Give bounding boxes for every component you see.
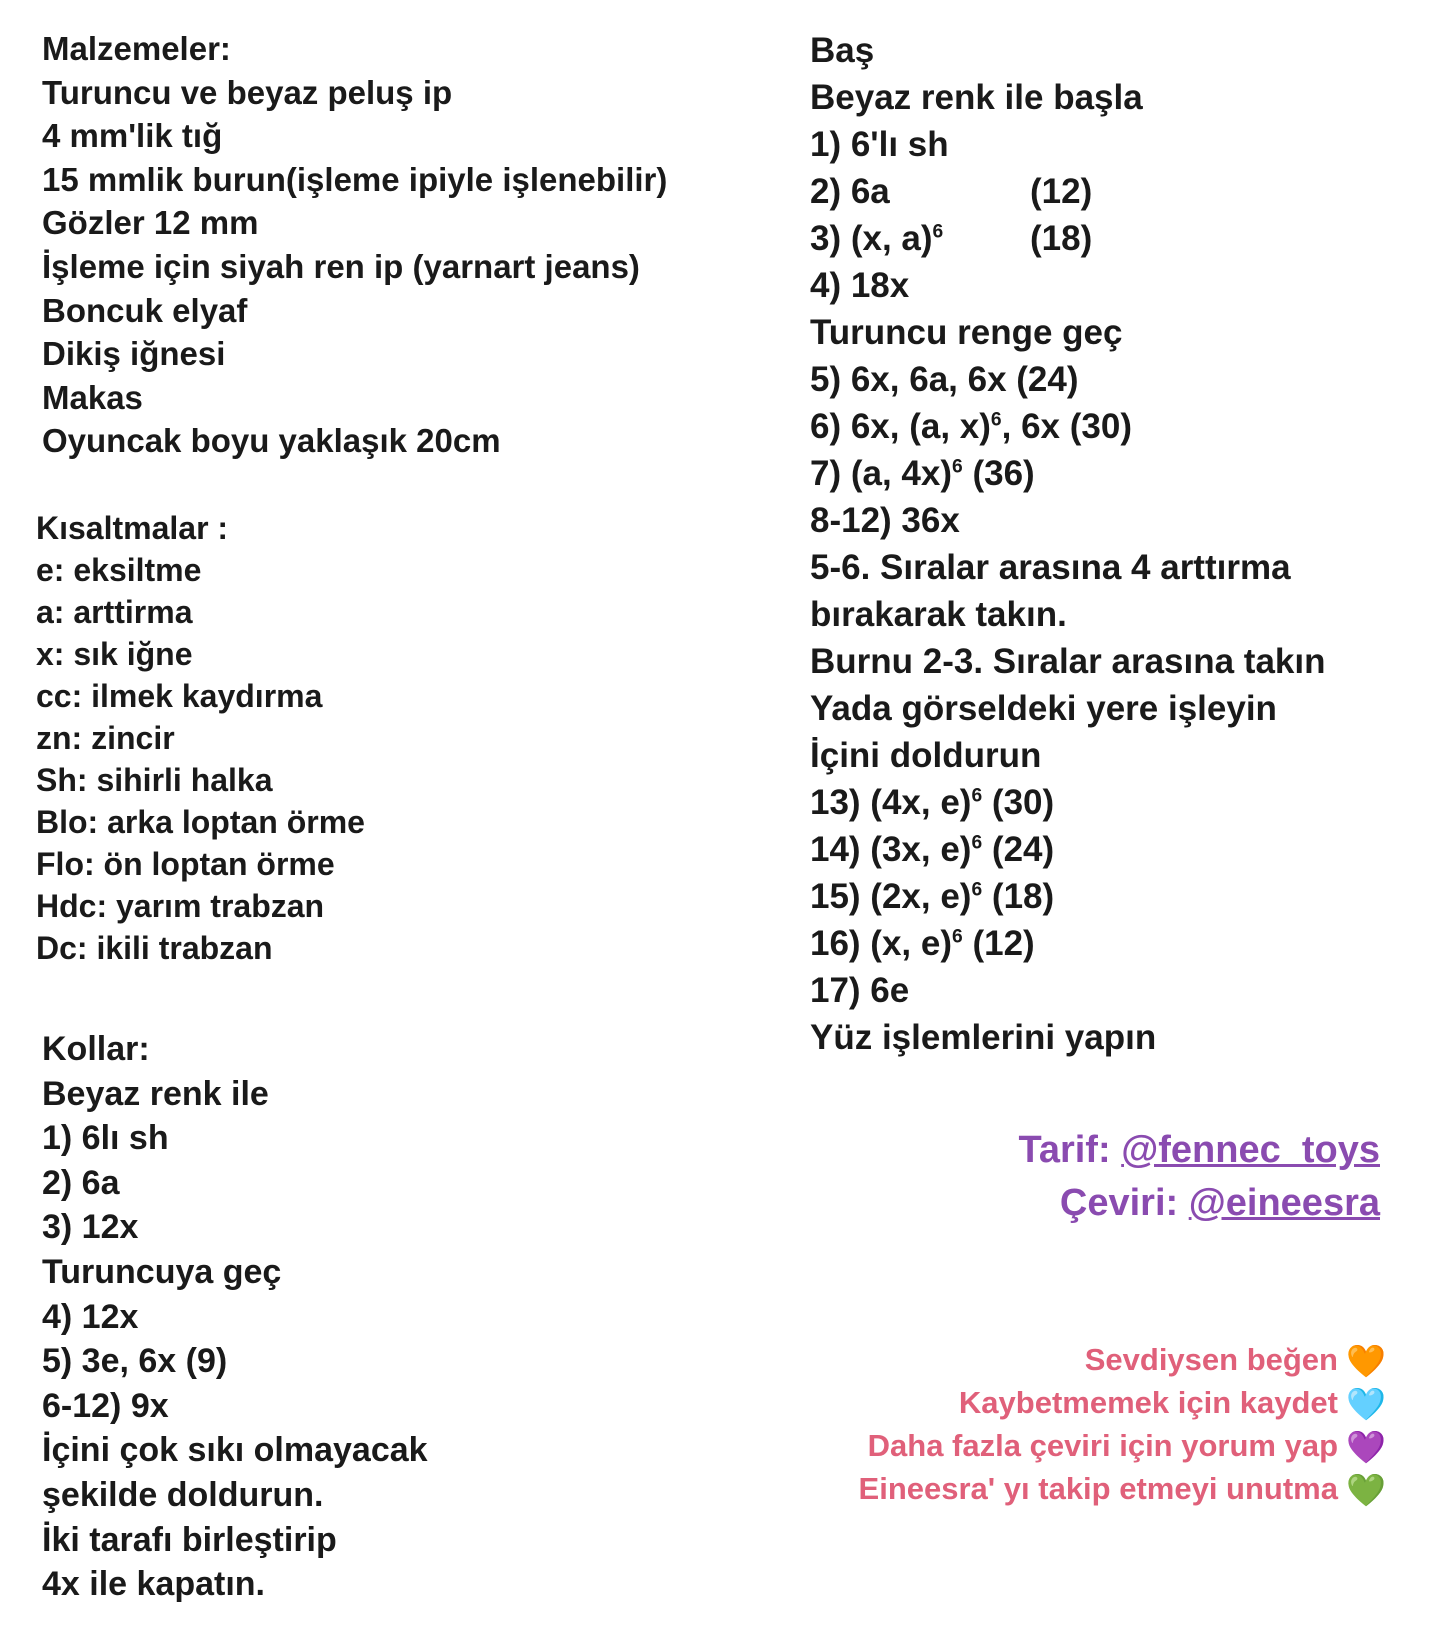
round-text: 15) (2x, e) <box>810 877 972 916</box>
stitch-count: (18) <box>1030 219 1093 258</box>
round-text: 13) (4x, e) <box>810 783 972 822</box>
round-text: 7) (a, 4x) <box>810 454 952 493</box>
materials-item: Oyuncak boyu yaklaşık 20cm <box>42 422 501 460</box>
materials-item: 4 mm'lik tığ <box>42 117 223 155</box>
arms-step: 3) 12x <box>42 1208 139 1247</box>
head-step <box>810 779 1325 826</box>
call-to-action <box>859 1339 1384 1511</box>
head-step <box>810 826 1325 873</box>
head-step <box>810 215 1325 262</box>
arms-section <box>42 1027 428 1607</box>
round-text: (36) <box>962 454 1035 493</box>
repeat-superscript: 6 <box>990 409 1002 431</box>
repeat-superscript: 6 <box>932 221 944 243</box>
materials-item: 15 mmlik burun(işleme ipiyle işlenebilir) <box>42 160 668 198</box>
head-title: Baş <box>810 31 875 70</box>
head-step: 5) 6x, 6a, 6x (24) <box>810 360 1079 399</box>
translation-label: Çeviri: <box>1059 1182 1189 1224</box>
round-text: (18) <box>982 877 1055 916</box>
materials-item: Makas <box>42 378 143 416</box>
abbreviation-item: Sh: sihirli halka <box>36 762 273 798</box>
recipe-handle-link[interactable]: @fennec_toys <box>1121 1129 1380 1171</box>
round-text: (30) <box>982 783 1055 822</box>
head-note: İçini doldurun <box>810 736 1042 775</box>
translation-credit <box>900 1177 1380 1230</box>
purple-heart-icon: 💜 <box>1346 1429 1386 1465</box>
head-note: Yada görseldeki yere işleyin <box>810 689 1277 728</box>
head-step <box>810 873 1325 920</box>
head-step <box>810 450 1325 497</box>
repeat-superscript: 6 <box>971 785 983 807</box>
abbreviation-item: cc: ilmek kaydırma <box>36 678 323 714</box>
head-step: 17) 6e <box>810 971 910 1010</box>
credits <box>900 1124 1380 1230</box>
abbreviation-item: e: eksiltme <box>36 552 202 588</box>
round-text: 16) (x, e) <box>810 924 952 963</box>
abbreviation-item: Flo: ön loptan örme <box>36 846 335 882</box>
materials-title: Malzemeler: <box>42 30 231 67</box>
abbreviation-item: x: sık iğne <box>36 636 193 672</box>
head-note: 5-6. Sıralar arasına 4 arttırma <box>810 548 1291 587</box>
materials-item: Boncuk elyaf <box>42 291 248 329</box>
materials-item: Turuncu ve beyaz peluş ip <box>42 73 453 111</box>
materials-item: Dikiş iğnesi <box>42 335 226 373</box>
round-text: (24) <box>982 830 1055 869</box>
head-step: Yüz işlemlerini yapın <box>810 1018 1157 1057</box>
head-step <box>810 403 1325 450</box>
cta-text: Daha fazla çeviri için yorum yap <box>867 1428 1338 1463</box>
head-note: Burnu 2-3. Sıralar arasına takın <box>810 642 1326 681</box>
head-section <box>810 27 1325 1061</box>
round-text: 3) (x, a) <box>810 219 933 258</box>
cta-line <box>859 1382 1384 1425</box>
abbreviation-item: Blo: arka loptan örme <box>36 804 365 840</box>
abbreviation-item: Hdc: yarım trabzan <box>36 888 325 924</box>
round-text: 6) 6x, (a, x) <box>810 407 991 446</box>
cta-text: Sevdiysen beğen <box>1084 1342 1338 1377</box>
arms-step: 4x ile kapatın. <box>42 1565 265 1604</box>
arms-step: İki tarafı birleştirip <box>42 1520 337 1559</box>
head-step: Beyaz renk ile başla <box>810 78 1143 117</box>
recipe-label: Tarif: <box>1018 1129 1122 1171</box>
round-text: 14) (3x, e) <box>810 830 972 869</box>
head-step: 1) 6'lı sh <box>810 125 949 164</box>
green-heart-icon: 💚 <box>1346 1472 1386 1508</box>
abbreviation-item: a: arttirma <box>36 594 193 630</box>
arms-step: 5) 3e, 6x (9) <box>42 1342 228 1381</box>
recipe-credit <box>900 1124 1380 1177</box>
head-step: 8-12) 36x <box>810 501 960 540</box>
arms-step: İçini çok sıkı olmayacak <box>42 1431 428 1470</box>
head-step: 4) 18x <box>810 266 910 305</box>
round-text: 2) 6a <box>810 172 890 211</box>
abbreviation-item: Dc: ikili trabzan <box>36 930 273 966</box>
round-text: , 6x (30) <box>1001 407 1132 446</box>
cta-text: Eineesra' yı takip etmeyi unutma <box>858 1471 1338 1506</box>
blue-heart-icon: 🩵 <box>1346 1386 1386 1422</box>
head-step <box>810 920 1325 967</box>
round-text: (12) <box>962 924 1035 963</box>
head-step <box>810 168 1325 215</box>
repeat-superscript: 6 <box>952 456 963 478</box>
repeat-superscript: 6 <box>952 926 963 948</box>
cta-line <box>859 1468 1384 1511</box>
materials-item: İşleme için siyah ren ip (yarnart jeans) <box>42 247 640 285</box>
head-step: Turuncu renge geç <box>810 313 1123 352</box>
cta-line <box>859 1339 1384 1382</box>
orange-heart-icon: 🧡 <box>1346 1343 1386 1379</box>
arms-step: şekilde doldurun. <box>42 1475 324 1514</box>
cta-line <box>859 1425 1384 1468</box>
materials-item: Gözler 12 mm <box>42 204 259 242</box>
arms-step: 1) 6lı sh <box>42 1119 169 1158</box>
repeat-superscript: 6 <box>971 879 983 901</box>
materials-section <box>42 27 667 463</box>
abbreviations-section <box>36 507 365 969</box>
arms-step: Beyaz renk ile <box>42 1074 269 1113</box>
arms-title: Kollar: <box>42 1030 150 1068</box>
abbreviations-title: Kısaltmalar : <box>36 510 229 546</box>
head-note: bırakarak takın. <box>810 595 1067 634</box>
stitch-count: (12) <box>1030 172 1093 211</box>
cta-text: Kaybetmemek için kaydet <box>958 1385 1338 1420</box>
translation-handle-link[interactable]: @eineesra <box>1188 1182 1380 1224</box>
arms-step: 4) 12x <box>42 1297 139 1336</box>
abbreviation-item: zn: zincir <box>36 720 175 756</box>
arms-step: 2) 6a <box>42 1163 120 1202</box>
arms-step: Turuncuya geç <box>42 1252 282 1291</box>
arms-step: 6-12) 9x <box>42 1386 169 1425</box>
repeat-superscript: 6 <box>971 832 983 854</box>
